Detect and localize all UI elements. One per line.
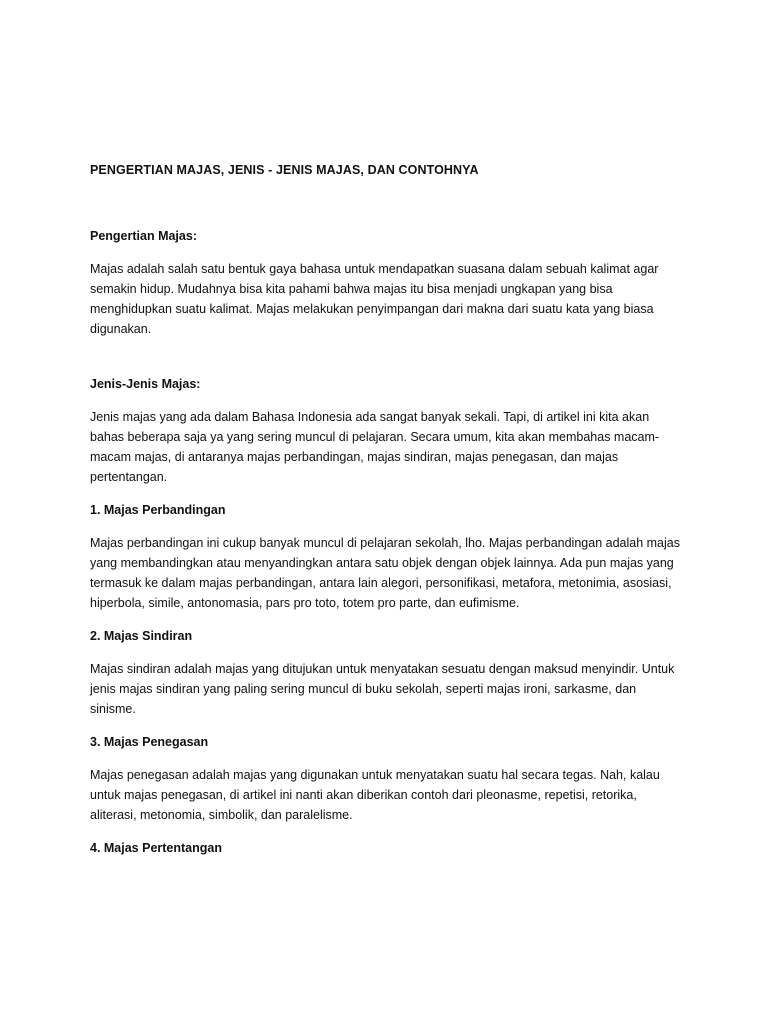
document-content: [90, 160, 680, 858]
section-paragraph-perbandingan: Majas perbandingan ini cukup banyak muncul di pelajaran sekolah, lho. Majas perbandingan adalah majas yang membandingkan atau menyandingkan antara satu objek dengan objek lainnya. Ada pun majas yang termasuk ke dalam majas perbandingan, antara lain alegori, personifikasi, metafora, metonimia, asosiasi, hiperbola, simile, antonomasia, pars pro toto, totem pro parte, dan eufimisme.: [90, 536, 680, 610]
pengertian-heading: Pengertian Majas:: [90, 229, 197, 243]
pengertian-paragraph: Majas adalah salah satu bentuk gaya bahasa untuk mendapatkan suasana dalam sebuah kalimat agar semakin hidup. Mudahnya bisa kita pahami bahwa majas itu bisa menjadi ungkapan yang bisa menghidupkan suatu kalimat. Majas melakukan penyimpangan dari makna dari suatu kata yang biasa digunakan.: [90, 262, 659, 336]
section-heading-penegasan: 3. Majas Penegasan: [90, 735, 209, 749]
section-paragraph-sindiran: Majas sindiran adalah majas yang ditujukan untuk menyatakan sesuatu dengan maksud menyindir. Untuk jenis majas sindiran yang paling sering muncul di buku sekolah, seperti majas ironi, sarkasme, dan sinisme.: [90, 662, 675, 716]
section-heading-sindiran: 2. Majas Sindiran: [90, 629, 193, 643]
section-heading-pertentangan: 4. Majas Pertentangan: [90, 841, 222, 855]
jenis-paragraph: Jenis majas yang ada dalam Bahasa Indonesia ada sangat banyak sekali. Tapi, di artikel ini kita akan bahas beberapa saja ya yang sering muncul di pelajaran. Secara umum, kita akan membahas macam-macam majas, di antaranya majas perbandingan, majas sindiran, majas penegasan, dan majas pertentangan.: [90, 410, 660, 484]
jenis-heading: Jenis-Jenis Majas:: [90, 377, 201, 391]
document-title: PENGERTIAN MAJAS, JENIS - JENIS MAJAS, DAN CONTOHNYA: [90, 163, 479, 177]
section-paragraph-penegasan: Majas penegasan adalah majas yang digunakan untuk menyatakan suatu hal secara tegas. Nah, kalau untuk majas penegasan, di artikel ini nanti akan diberikan contoh dari pleonasme, repetisi, retorika, aliterasi, metonomia, simbolik, dan paralelisme.: [90, 768, 660, 822]
section-heading-perbandingan: 1. Majas Perbandingan: [90, 503, 226, 517]
